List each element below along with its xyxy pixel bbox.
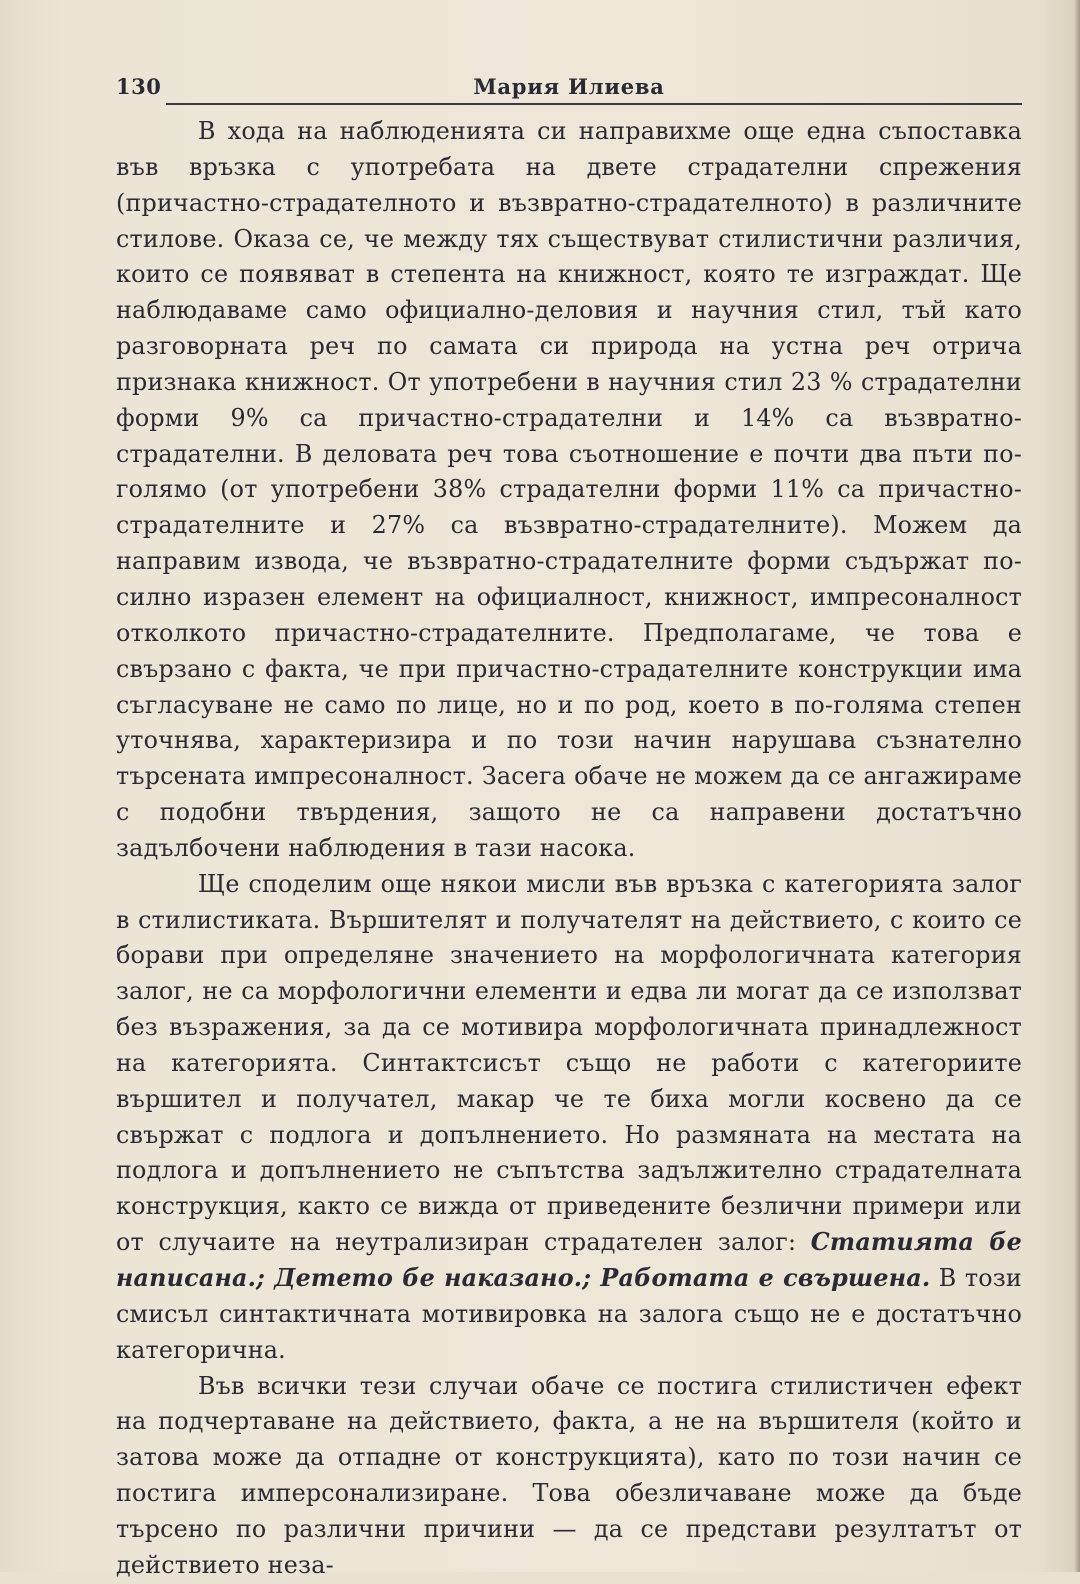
paragraph-2-text-start: Ще споделим още някои мисли във връзка с категорията залог в стилистиката. Вършителят и получателят на действието, с които се борави при определяне значението на морфологичната категория залог, не са морфологични елементи и едва ли могат да се използват без възражения, за да се мотивира морфологичната принадлежност на категорията. Синтактсисът също не работи с категориите вършител и получател, макар че те биха могли косвено да се свържат с подлога и допълнението. Но размяната на местата на подлога и допълнението не съпътства задължително страдателната конструкция, както се вижда от приведените безлични примери или от случаите на неутрализиран страдателен залог:: [116, 869, 1022, 1257]
paragraph-1: В хода на наблюденията си направихме още една съпоставка във връзка с употребата на двете страдателни спрежения (причастно-страдателното и възвратно-страдателното) в различните стилове. Оказа се, че между тях съществуват стилистични различия, които се появяват в степента на книжност, която те изграждат. Ще наблюдаваме само официално-деловия и научния стил, тъй като разговорната реч по самата си природа на устна реч отрича признака книжност. От употребени в научния стил 23 % страдателни форми 9% са причастно-страдателни и 14% са възвратно-страдателни. В деловата реч това съотношение е почти два пъти по-голямо (от употребени 38% страдателни форми 11% са причастно-страдателните и 27% са възвратно-страдателните). Можем да направим извода, че възвратно-страдателните форми съдържат по-силно изразен елемент на официалност, книжност, импресоналност отколкото причастно-страдателните. Предполагаме, че това е свързано с факта, че при причастно-страдателните конструкции има съгласуване не само по лице, но и по род, което в по-голяма степен уточнява, характеризира и по този начин нарушава съзнателно търсената импресоналност. Засега обаче не можем да се ангажираме с подобни твърдения, защото не са направени достатъчно задълбочени наблюдения в тази насока.: [116, 117, 1022, 862]
body-text: [116, 114, 1022, 1584]
paragraph-3: Във всички тези случаи обаче се постига стилистичен ефект на подчертаване на действието, факта, а не на вършителя (който и затова може да отпадне от конструкцията), като по този начин се постига имперсонализиране. Това обезличаване може да бъде търсено по различни причини — да се представи резултатът от действието неза-: [116, 1371, 1022, 1579]
running-head-author: Мария Илиева: [473, 74, 665, 99]
paragraph-2-text-end: В този смисъл синтактичната мотивировка на залога също не е достатъчно категорична.: [116, 1264, 1022, 1364]
header-rule: [166, 103, 1022, 105]
page-header: [116, 74, 1022, 106]
paragraph-2: [116, 867, 1022, 1369]
page-number: 130: [116, 74, 162, 99]
paragraph-2-examples: Статията бе написана.; Детето бе наказано.; Работата е свършена.: [116, 1228, 1022, 1292]
page-edge-shadow: [1074, 0, 1080, 1572]
